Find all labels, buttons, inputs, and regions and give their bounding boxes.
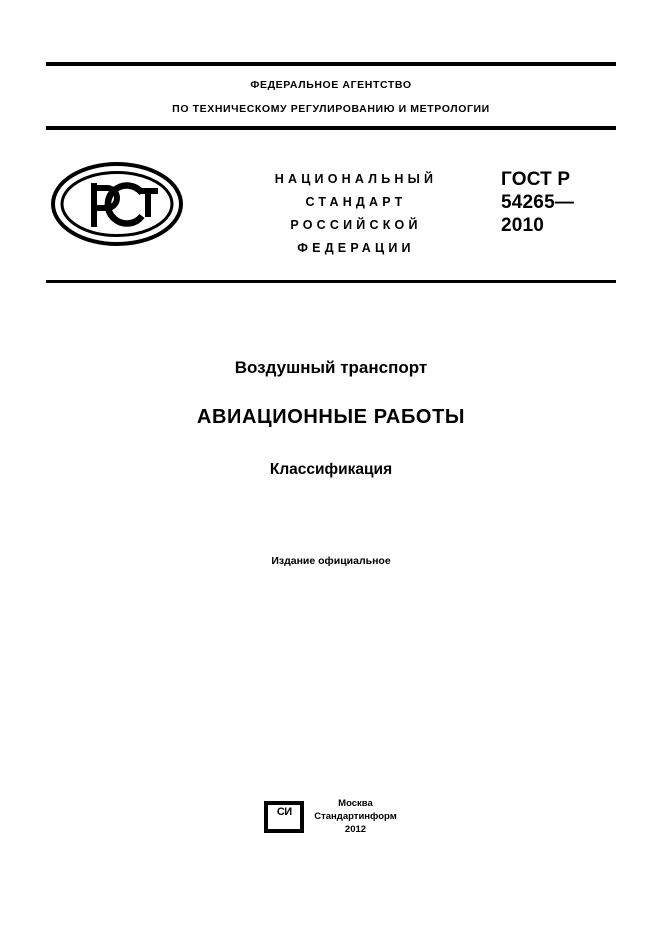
national-standard-wording: [231, 168, 481, 261]
standartinform-logo-letters: СИ: [276, 806, 292, 819]
agency-line-2: ПО ТЕХНИЧЕСКОМУ РЕГУЛИРОВАНИЮ И МЕТРОЛОГИИ: [172, 103, 490, 116]
standard-identity-block: [46, 140, 616, 285]
agency-line-1: ФЕДЕРАЛЬНОЕ АГЕНТСТВО: [250, 79, 412, 91]
standard-line-4: ФЕДЕРАЦИИ: [297, 241, 415, 256]
document-title-classification: Классификация: [269, 461, 393, 478]
standartinform-logo-icon: [264, 801, 304, 833]
document-title-main: Воздушный транспорт: [234, 358, 428, 377]
standard-line-2: СТАНДАРТ: [305, 195, 407, 210]
publisher-city: Москва: [338, 798, 373, 809]
standard-line-1: НАЦИОНАЛЬНЫЙ: [274, 172, 438, 186]
header-bottom-rule: [46, 126, 616, 130]
publisher-block: [0, 798, 661, 836]
official-edition-note: Издание официальное: [271, 555, 391, 567]
standard-code-line-2: 54265—: [501, 192, 575, 214]
publisher-year: 2012: [344, 823, 367, 835]
standard-line-3: РОССИЙСКОЙ: [290, 218, 422, 233]
publisher-name: Стандартинформ: [314, 810, 397, 822]
agency-header: [46, 62, 616, 130]
title-block: [46, 358, 616, 479]
standard-code-line-1: ГОСТ Р: [501, 169, 571, 190]
agency-text: [46, 66, 616, 126]
standard-code-line-3: 2010: [501, 215, 545, 237]
identity-bottom-rule: [46, 280, 616, 283]
gost-r-emblem-icon: [50, 162, 184, 246]
standard-code: [501, 168, 651, 238]
document-title-sub: АВИАЦИОННЫЕ РАБОТЫ: [196, 406, 466, 428]
publisher-text: [314, 798, 396, 836]
